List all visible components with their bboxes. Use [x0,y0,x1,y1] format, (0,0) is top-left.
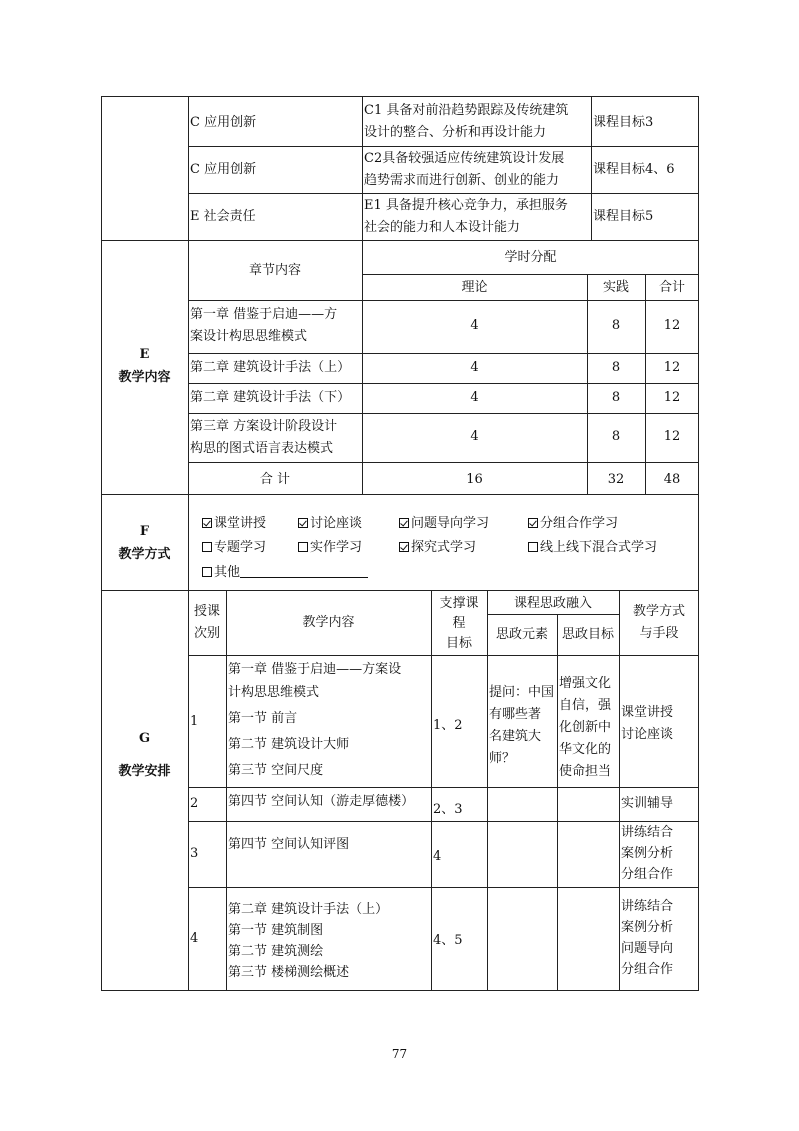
total-hours: 12 [663,360,681,375]
theory-hours: 4 [470,360,479,375]
session-number: 4 [190,931,199,946]
session-number: 2 [190,796,199,811]
method-option-lecture[interactable]: 课堂讲授 [202,514,266,534]
sum-total: 48 [663,472,681,487]
method-option-blended[interactable]: 线上线下混合式学习 [528,538,657,558]
checkbox-checked-icon[interactable] [202,518,212,528]
support-target: 4、5 [433,933,463,948]
total-hours: 12 [663,318,681,333]
goal-requirement: 社会的能力和人本设计能力 [364,220,521,235]
ideo-goal: 自信，强 [559,698,612,713]
checkbox-empty-icon[interactable] [298,542,308,552]
teaching-method: 实训辅导 [621,796,674,811]
theory-hours: 4 [470,318,479,333]
ideo-element: 名建筑大 [489,729,542,744]
ideo-element: 提问：中国 [489,685,555,700]
total-hours: 12 [663,429,681,444]
method-option-problem-based[interactable]: 问题导向学习 [399,514,489,534]
teaching-method: 讲练结合 [621,899,674,914]
teaching-method: 讨论座谈 [621,727,674,742]
chapter-title: 第二章 建筑设计手法（上） [190,360,351,375]
method-option-topic-study[interactable]: 专题学习 [202,538,266,558]
sum-practice: 32 [607,472,625,487]
checkbox-checked-icon[interactable] [528,518,538,528]
session-content: 第一章 借鉴于启迪——方案设 [228,662,402,677]
goal-category: C 应用创新 [190,162,257,177]
col-hours-header: 学时分配 [504,250,557,265]
session-content: 第二章 建筑设计手法（上） [228,902,389,917]
theory-hours: 4 [470,429,479,444]
teaching-method: 问题导向 [621,941,674,956]
session-content: 第一节 建筑制图 [228,923,324,938]
col-chapter-header: 章节内容 [248,263,301,278]
practice-hours: 8 [611,429,621,444]
teaching-method: 分组合作 [621,962,674,977]
page-number: 77 [391,1047,408,1061]
session-content: 第四节 空间认知评图 [228,837,350,852]
ideo-element: 有哪些著 [489,707,542,722]
goal-requirement: 趋势需求而进行创新、创业的能力 [364,173,560,188]
ideo-goal: 华文化的 [559,742,612,757]
goal-target: 课程目标3 [593,115,654,130]
ideo-goal: 使命担当 [559,764,612,779]
chapter-title: 构思的图式语言表达模式 [190,441,334,456]
sum-label: 合 计 [259,472,291,487]
method-option-discussion[interactable]: 讨论座谈 [298,514,362,534]
goal-requirement: C2具备较强适应传统建筑设计发展 [364,151,565,166]
goal-target: 课程目标5 [593,209,654,224]
checkbox-checked-icon[interactable] [399,518,409,528]
other-blank-field[interactable] [240,563,368,578]
ideo-goal: 化创新中 [559,720,612,735]
session-content: 第三节 空间尺度 [228,763,324,778]
checkbox-empty-icon[interactable] [202,542,212,552]
session-number: 1 [190,714,199,729]
chapter-title: 案设计构思思维模式 [190,329,308,344]
session-content: 第一节 前言 [228,711,298,726]
session-content: 第四节 空间认知（游走厚德楼） [228,794,415,809]
teaching-method: 案例分析 [621,920,674,935]
ideo-goal: 增强文化 [559,676,612,691]
teaching-method: 案例分析 [621,846,674,861]
session-content: 第二节 建筑测绘 [228,944,324,959]
goal-requirement: C1 具备对前沿趋势跟踪及传统建筑 [364,103,569,118]
method-option-other[interactable]: 其他 [202,563,368,583]
col-practice-header: 实践 [602,280,629,295]
session-content: 计构思思维模式 [228,685,320,700]
col-theory-header: 理论 [461,280,488,295]
theory-hours: 4 [470,390,479,405]
checkbox-checked-icon[interactable] [298,518,308,528]
total-hours: 12 [663,390,681,405]
method-option-group-work[interactable]: 分组合作学习 [528,514,618,534]
chapter-title: 第一章 借鉴于启迪——方 [190,307,338,322]
col-total-header: 合计 [658,280,685,295]
support-target: 1、2 [433,718,463,733]
ideo-element: 师？ [489,751,516,766]
checkbox-empty-icon[interactable] [202,567,212,577]
session-number: 3 [190,846,199,861]
session-content: 第二节 建筑设计大师 [228,737,350,752]
practice-hours: 8 [611,360,621,375]
session-content: 第三节 楼梯测绘概述 [228,965,350,980]
goal-category: C 应用创新 [190,115,257,130]
support-target: 2、3 [433,802,463,817]
teaching-method: 讲练结合 [621,825,674,840]
chapter-title: 第三章 方案设计阶段设计 [190,419,338,434]
method-option-practice[interactable]: 实作学习 [298,538,362,558]
method-option-inquiry[interactable]: 探究式学习 [399,538,476,558]
checkbox-checked-icon[interactable] [399,542,409,552]
checkbox-empty-icon[interactable] [528,542,538,552]
goal-category: E 社会责任 [190,209,256,224]
teaching-method: 课堂讲授 [621,705,674,720]
practice-hours: 8 [611,390,621,405]
sum-theory: 16 [466,472,483,487]
chapter-title: 第二章 建筑设计手法（下） [190,390,351,405]
goal-requirement: 设计的整合、分析和再设计能力 [364,125,547,140]
teaching-method: 分组合作 [621,867,674,882]
practice-hours: 8 [611,318,621,333]
goal-requirement: E1 具备提升核心竞争力，承担服务 [364,198,568,213]
goal-target: 课程目标4、6 [593,162,675,177]
support-target: 4 [433,849,442,864]
